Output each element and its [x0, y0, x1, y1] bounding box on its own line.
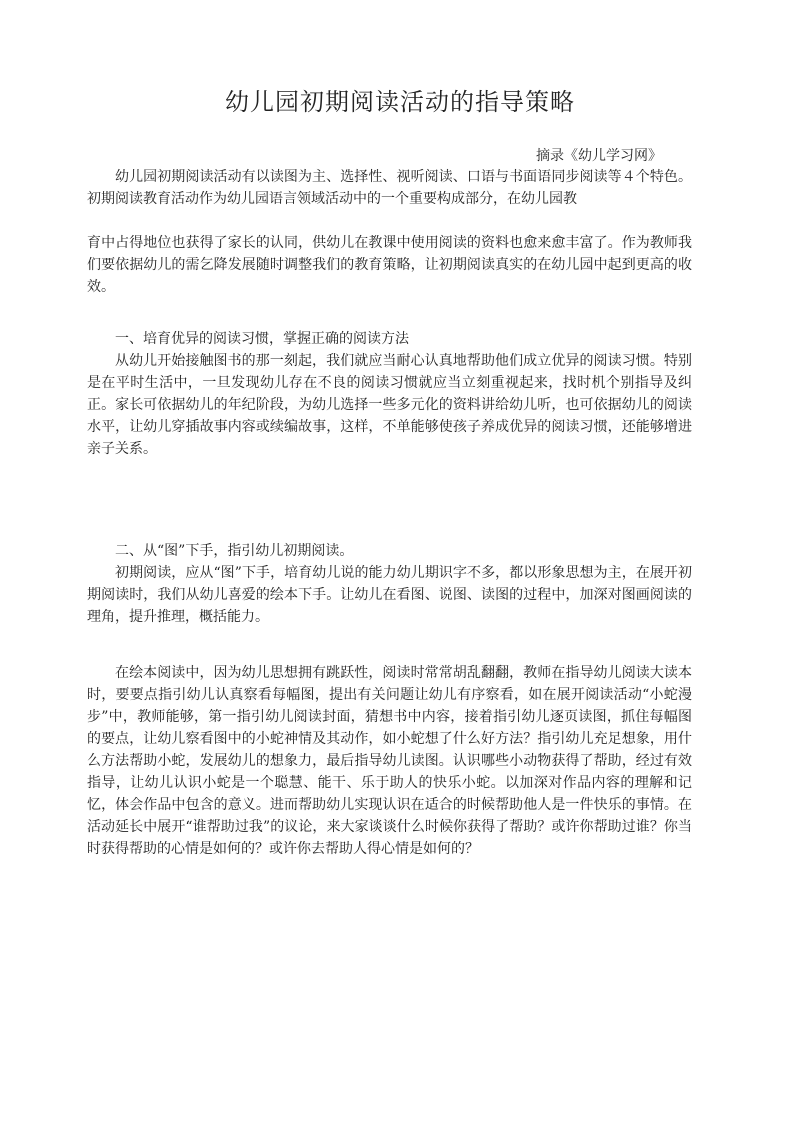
source-credit: 摘录《幼儿学习网》	[536, 148, 662, 164]
paragraph-text: 从幼儿开始接触图书的那一刻起，我们就应当耐心认真地帮助他们成立优异的阅读习惯。特别是在平时生活中，一旦发现幼儿存在不良的阅读习惯就应当立刻重视起来，找时机个别指导及纠正。家长可依据幼儿的年纪阶段，为幼儿选择一些多元化的资料讲给幼儿听，也可依据幼儿的阅读水平，让幼儿穿插故事内容或续编故事，这样，不单能够使孩子养成优异的阅读习惯，还能够增进亲子关系。	[87, 353, 692, 457]
page-title: 幼儿园初期阅读活动的指导策略	[225, 88, 575, 116]
paragraph-text: 育中占得地位也获得了家长的认同，供幼儿在教课中使用阅读的资料也愈来愈丰富了。作为教师我们要依据幼儿的需乞降发展随时调整我们的教育策略，让初期阅读真实的在幼儿园中起到更高的收效。	[87, 235, 692, 295]
section-2-body	[87, 562, 692, 628]
section-2-heading: 二、从“图”下手，指引幼儿初期阅读。	[115, 543, 354, 559]
section-1-body	[87, 350, 692, 460]
paragraph-text: 幼儿园初期阅读活动有以读图为主、选择性、视听阅读、口语与书面语同步阅读等４个特色。初期阅读教育活动作为幼儿园语言领域活动中的一个重要构成部分，在幼儿园教	[87, 169, 692, 207]
paragraph-text: 在绘本阅读中，因为幼儿思想拥有跳跃性，阅读时常常胡乱翻翻，教师在指导幼儿阅读大读本时，要要点指引幼儿认真察看每幅图，提出有关问题让幼儿有序察看，如在展开阅读活动“小蛇漫步”中，教师能够，第一指引幼儿阅读封面，猜想书中内容，接着指引幼儿逐页读图，抓住每幅图的要点，让幼儿察看图中的小蛇神情及其动作，如小蛇想了什么好方法？指引幼儿充足想象，用什么方法帮助小蛇，发展幼儿的想象力，最后指导幼儿读图。认识哪些小动物获得了帮助，经过有效指导，让幼儿认识小蛇是一个聪慧、能干、乐于助人的快乐小蛇。以加深对作品内容的理解和记忆，体会作品中包含的意义。进而帮助幼儿实现认识在适合的时候帮助他人是一件快乐的事情。在活动延长中展开“谁帮助过我”的议论，来大家谈谈什么时候你获得了帮助？或许你帮助过谁？你当时获得帮助的心情是如何的？或许你去帮助人得心情是如何的？	[87, 665, 692, 857]
paragraph-text: 初期阅读，应从“图”下手，培育幼儿说的能力幼儿期识字不多，都以形象思想为主，在展开初期阅读时，我们从幼儿喜爱的绘本下手。让幼儿在看图、说图、读图的过程中，加深对图画阅读的理角，提升推理，概括能力。	[87, 565, 692, 625]
section-2-body-2	[87, 662, 692, 860]
section-1-heading: 一、培育优异的阅读习惯，掌握正确的阅读方法	[115, 331, 409, 347]
intro-paragraph-part-1	[87, 166, 692, 210]
intro-paragraph-part-2	[87, 232, 692, 298]
